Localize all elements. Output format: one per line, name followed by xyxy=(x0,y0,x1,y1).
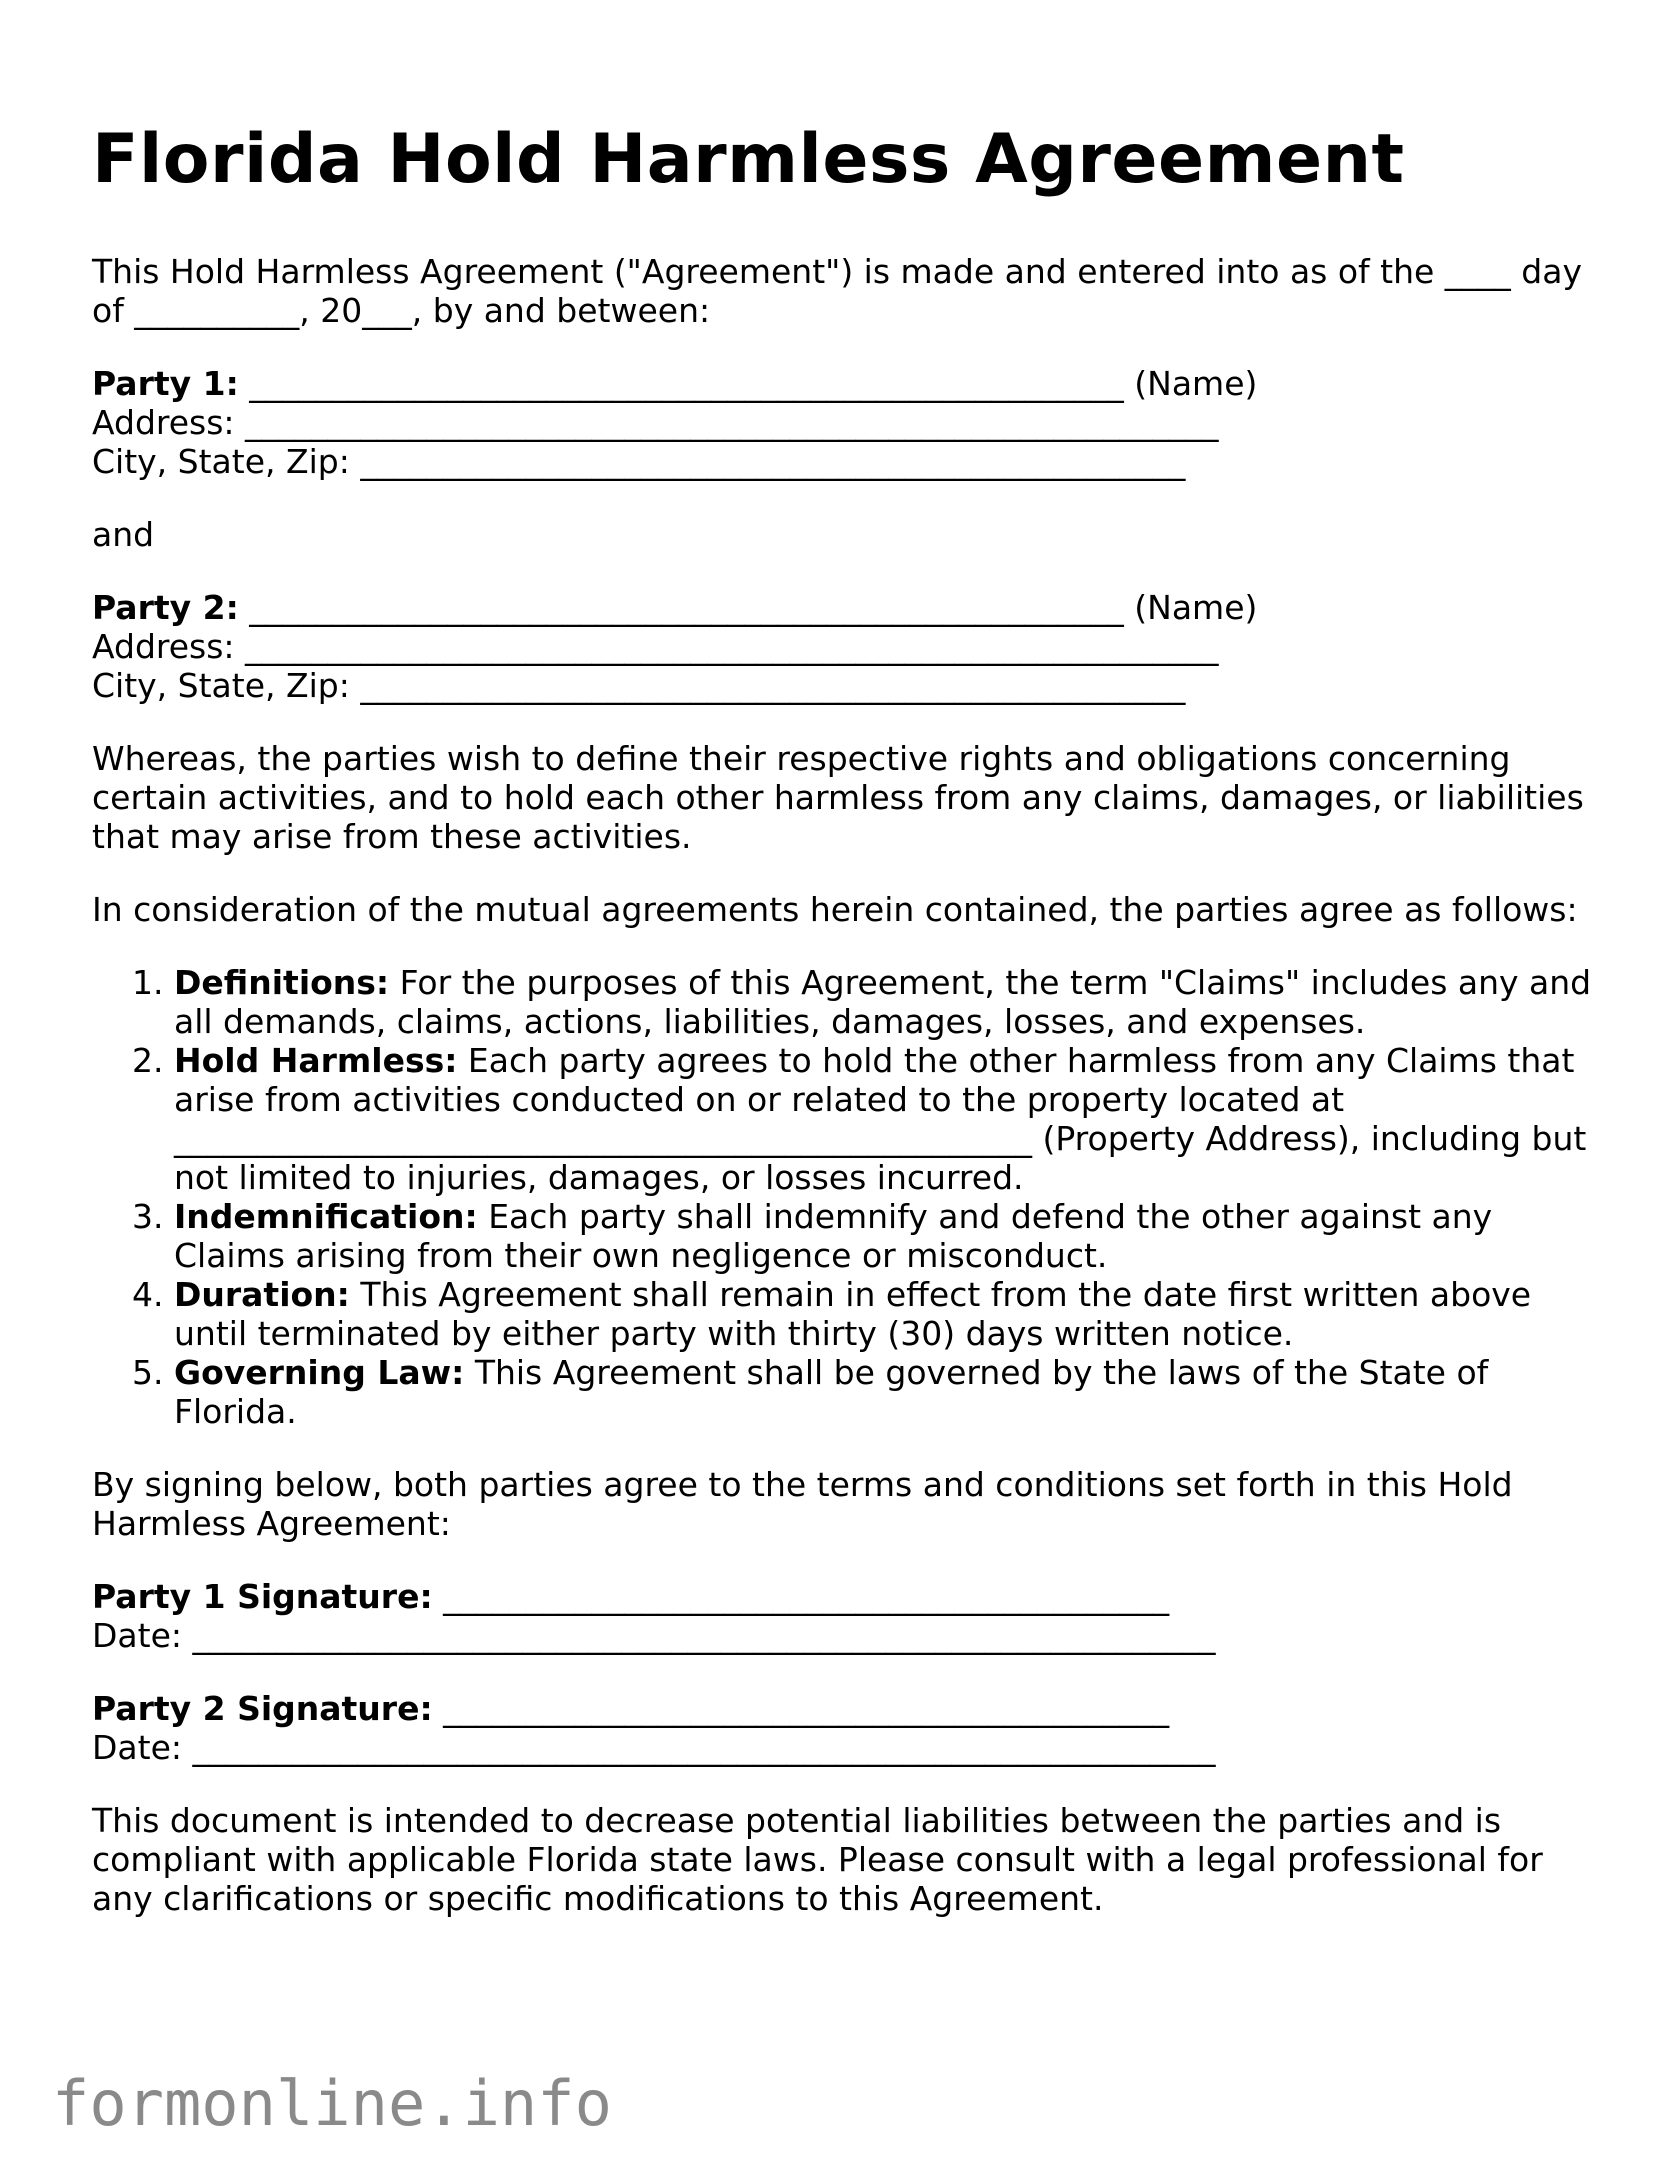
party2-signature-field: ____________________________________________ xyxy=(432,1689,1170,1728)
party1-label: Party 1: xyxy=(92,364,239,403)
terms-list xyxy=(92,963,1592,1431)
footer-note: This document is intended to decrease potential liabilities between the parties and is compliant with applicable Florida state laws. Please consult with a legal professional for any clarifications or specific modifications to this Agreement. xyxy=(92,1801,1543,1918)
term-title: Indemnification: xyxy=(174,1197,478,1236)
and-text: and xyxy=(92,515,155,554)
party2-label: Party 2: xyxy=(92,588,239,627)
term-title: Governing Law: xyxy=(174,1353,465,1392)
party2-signature-line xyxy=(92,1689,1592,1728)
term-indemnification xyxy=(174,1197,1592,1275)
intro-paragraph: This Hold Harmless Agreement ("Agreement") is made and entered into as of the ____ day of __________, 20___, by and between: xyxy=(92,252,1582,330)
party1-name-field: _____________________________________________________ (Name) xyxy=(238,364,1258,403)
term-text: Each party shall indemnify and defend the other against any Claims arising from their own negligence or misconduct. xyxy=(174,1197,1493,1275)
term-text: For the purposes of this Agreement, the term "Claims" includes any and all demands, claims, actions, liabilities, damages, losses, and expenses. xyxy=(174,963,1592,1041)
term-title: Definitions: xyxy=(174,963,390,1002)
party1-signature-label: Party 1 Signature: xyxy=(92,1577,433,1616)
party1-address: Address: ___________________________________________________________ xyxy=(92,403,1219,442)
term-text: This Agreement shall remain in effect from the date first written above until terminated by either party with thirty (30) days written notice. xyxy=(174,1275,1532,1353)
signature-block-1 xyxy=(92,1577,1592,1655)
document-page xyxy=(92,118,1592,1918)
term-governing-law xyxy=(174,1353,1592,1431)
party1-name-line xyxy=(92,364,1592,403)
party2-name-field: _____________________________________________________ (Name) xyxy=(238,588,1258,627)
signing-intro: By signing below, both parties agree to the terms and conditions set forth in this Hold Harmless Agreement: xyxy=(92,1465,1513,1543)
term-title: Duration: xyxy=(174,1275,350,1314)
party2-address: Address: ___________________________________________________________ xyxy=(92,627,1219,666)
party1-signature-line xyxy=(92,1577,1592,1616)
whereas-paragraph: Whereas, the parties wish to define their respective rights and obligations concerning certain activities, and to hold each other harmless from any claims, damages, or liabilities that may arise from these activities. xyxy=(92,739,1584,856)
party2-date-line: Date: ______________________________________________________________ xyxy=(92,1728,1216,1767)
term-text: This Agreement shall be governed by the laws of the State of Florida. xyxy=(174,1353,1489,1431)
party2-name-line xyxy=(92,588,1592,627)
consideration-paragraph: In consideration of the mutual agreements herein contained, the parties agree as follows: xyxy=(92,890,1578,929)
term-duration xyxy=(174,1275,1592,1353)
party1-signature-field: ____________________________________________ xyxy=(432,1577,1170,1616)
party1-block xyxy=(92,364,1592,481)
document-title: Florida Hold Harmless Agreement xyxy=(92,120,1405,199)
signature-block-2 xyxy=(92,1689,1592,1767)
term-text: Each party agrees to hold the other harmless from any Claims that arise from activities conducted on or related to the property located at ____________________________________________________ (Property Address), including but not limited to injuries, damages, or losses incurred. xyxy=(174,1041,1587,1197)
watermark: formonline.info xyxy=(52,2067,612,2140)
party2-signature-label: Party 2 Signature: xyxy=(92,1689,433,1728)
term-title: Hold Harmless: xyxy=(174,1041,458,1080)
party1-date-line: Date: ______________________________________________________________ xyxy=(92,1616,1216,1655)
term-definitions xyxy=(174,963,1592,1041)
party1-city: City, State, Zip: __________________________________________________ xyxy=(92,442,1186,481)
party2-city: City, State, Zip: __________________________________________________ xyxy=(92,666,1186,705)
term-hold-harmless xyxy=(174,1041,1592,1197)
party2-block xyxy=(92,588,1592,705)
